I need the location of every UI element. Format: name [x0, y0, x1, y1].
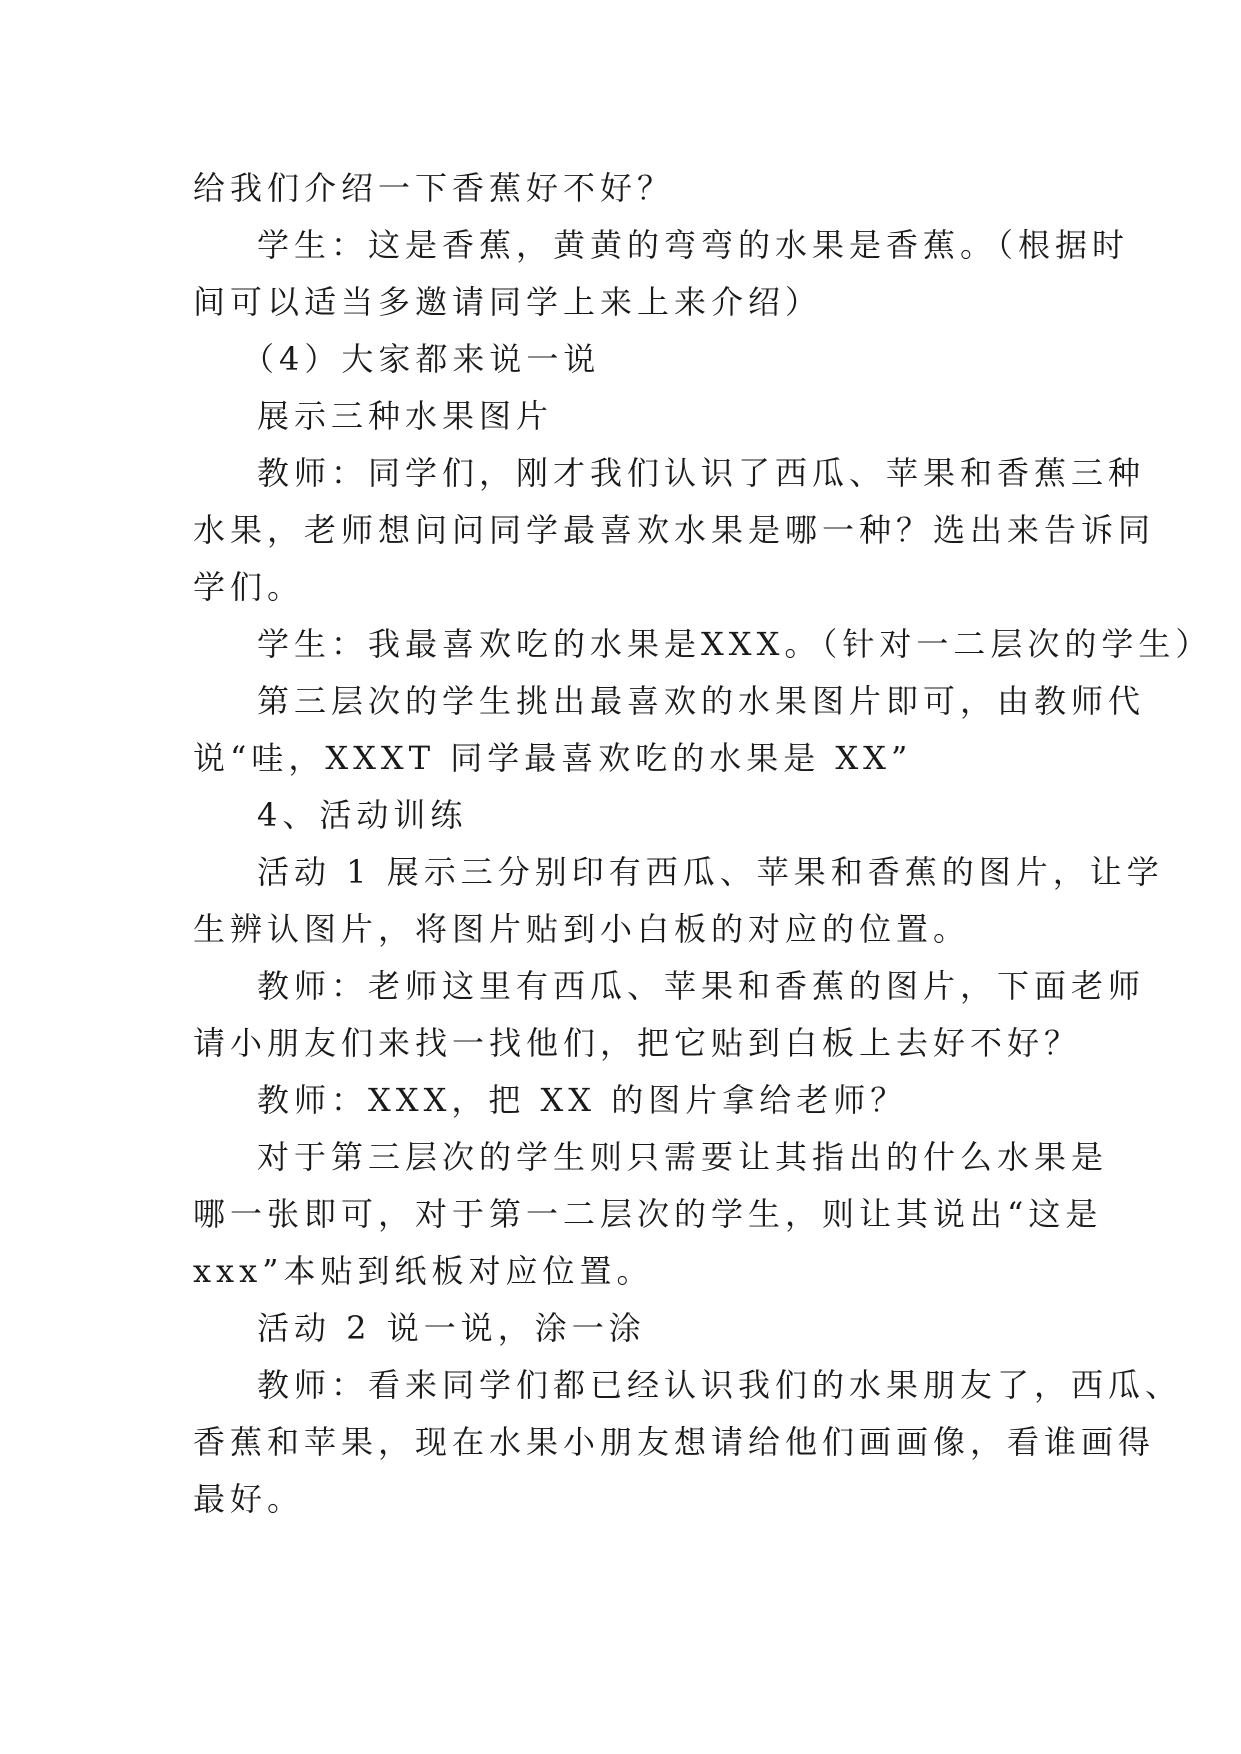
text-line: 第三层次的学生挑出最喜欢的水果图片即可，由教师代 — [257, 682, 1146, 720]
text-line: 学们。 — [193, 568, 305, 606]
text-line: 教师：XXX，把 XX 的图片拿给老师？ — [257, 1081, 908, 1119]
text-line: 给我们介绍一下香蕉好不好？ — [193, 169, 675, 207]
text-line: 对于第三层次的学生则只需要让其指出的什么水果是 — [257, 1138, 1109, 1176]
text-line: 教师：老师这里有西瓜、苹果和香蕉的图片，下面老师 — [257, 967, 1146, 1005]
text-line: 活动 2 说一说，涂一涂 — [257, 1309, 646, 1347]
text-line: 展示三种水果图片 — [257, 397, 554, 435]
text-line: 活动 1 展示三分别印有西瓜、苹果和香蕉的图片，让学 — [257, 853, 1164, 891]
text-line: 间可以适当多邀请同学上来上来介绍） — [193, 283, 823, 321]
text-line: 学生：我最喜欢吃的水果是XXX。（针对一二层次的学生） — [257, 625, 1213, 663]
text-line: xxx”本贴到纸板对应位置。 — [193, 1252, 654, 1290]
text-line: 教师：同学们，刚才我们认识了西瓜、苹果和香蕉三种 — [257, 454, 1146, 492]
text-line: 香蕉和苹果，现在水果小朋友想请给他们画画像，看谁画得 — [193, 1423, 1156, 1461]
text-line: 生辨认图片，将图片贴到小白板的对应的位置。 — [193, 910, 971, 948]
text-line: 学生：这是香蕉，黄黄的弯弯的水果是香蕉。（根据时 — [257, 226, 1130, 264]
text-line: 请小朋友们来找一找他们，把它贴到白板上去好不好？ — [193, 1024, 1082, 1062]
text-line: 说“哇，XXXT 同学最喜欢吃的水果是 XX” — [193, 739, 913, 777]
text-line: 教师：看来同学们都已经认识我们的水果朋友了，西瓜、 — [257, 1366, 1183, 1404]
text-line: （4）大家都来说一说 — [242, 340, 601, 378]
text-line: 哪一张即可，对于第一二层次的学生，则让其说出“这是 — [193, 1195, 1103, 1233]
text-line: 水果，老师想问问同学最喜欢水果是哪一种？选出来告诉同 — [193, 511, 1156, 549]
text-line: 最好。 — [193, 1480, 305, 1518]
text-line: 4、活动训练 — [257, 796, 468, 834]
